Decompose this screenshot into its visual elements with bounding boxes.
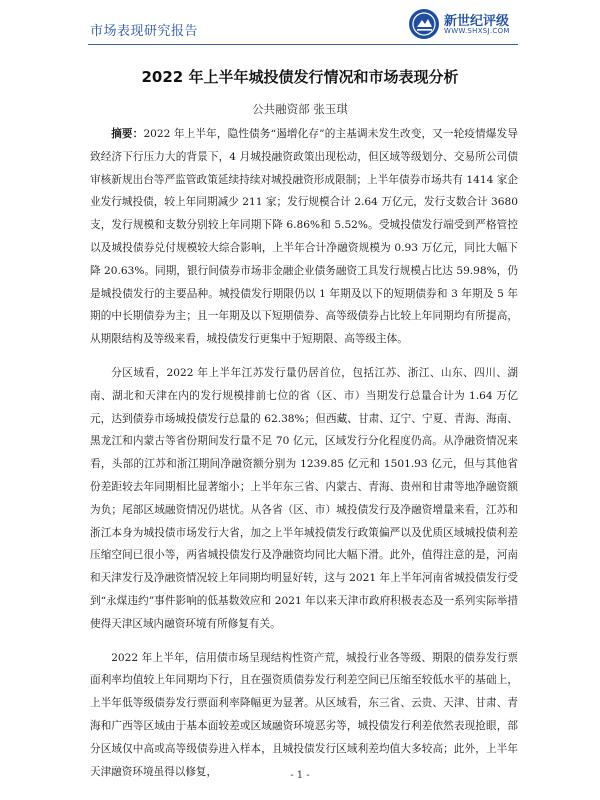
pricing-paragraph: 2022 年上半年，信用债市场呈现结构性资产荒，城投行业各等级、期限的债券发行票面利率均值较上年同期均下行，且在强资质债券发行利差空间已压缩至较低水平的基础上，上半年低等级债券发行票面利率降幅更为显著。从区域看，东三省、云贵、天津、甘肃、青海和广西等区域由于基本面较差或区域融资环境恶劣等，城投债发行利差依然表现抢眼，部分区域仅中高或高等级债券进入样本，且城投债发行区域利差均值大多较高；此外，上半年天津融资环境虽得以修复， <box>90 651 518 778</box>
section-title: 市场表现研究报告 <box>90 24 199 39</box>
document-title: 2022 年上半年城投债发行情况和市场表现分析 <box>141 68 459 86</box>
logo-website: WWW.SHXSJ.COM <box>444 27 510 35</box>
header-divider <box>88 44 518 45</box>
logo-emblem-icon <box>408 8 440 40</box>
abstract-label: 摘要： <box>111 128 144 140</box>
abstract-paragraph <box>90 123 518 351</box>
page-header <box>0 0 600 48</box>
abstract-text: 2022 年上半年，隐性债务“遏增化存”的主基调未发生改变，又一轮疫情爆发导致经济下行压力大的背景下，4 月城投融资政策出现松动，但区域等级划分、交易所公司债审核新规出台等严监管政策延续持续对城投融资形成限制；上半年债券市场共有 1414 家企业发行城投债，较上年同期减少 211 家；发行规模合计 2.64 万亿元，发行支数合计 3680 支，发行规模和支数分别较上年同期下降 6.86%和 5.52%。受城投债发行端受到严格管控以及城投债券兑付规模较大综合影响，上半年合计净融资规模为 0.93 万亿元，同比大幅下降 20.63%。同期，银行间债券市场非金融企业债务融资工具发行规模占比达 59.98%，仍是城投债发行的主要品种。城投债发行期限仍以 1 年期及以下的短期债券和 3 年期及 5 年期的中长期债券为主；且一年期及以下短期债券、高等级债券占比较上年同期均有所提高，从期限结构及等级来看，城投债发行更集中于短期限、高等级主体。 <box>90 128 518 346</box>
regional-paragraph: 分区域看，2022 年上半年江苏发行量仍居首位，包括江苏、浙江、山东、四川、湖南、湖北和天津在内的发行规模排前七位的省（区、市）当期发行总量合计为 1.64 万亿元，达到债券市场城投债发行总量的 62.38%；但西藏、甘肃、辽宁、宁夏、青海、海南、黑龙江和内蒙古等省份期间发行量不足 70 亿元，区域发行分化程度仍高。从净融资情况来看，头部的江苏和浙江期间净融资额分别为 1239.85 亿元和 1501.93 亿元，但与其他省份差距较去年同期相比显著缩小；上半年东三省、内蒙古、青海、贵州和甘肃等地净融资额为负；尾部区域融资情况仍堪忧。从各省（区、市）城投债发行及净融资增量来看，江苏和浙江本身为城投债市场发行大省，加之上半年城投债发行政策偏严以及优质区域城投债利差压缩空间已很小等，两省城投债发行及净融资均同比大幅下滑。此外，值得注意的是，河南和天津发行及净融资情况较上年同期均明显好转，这与 2021 年上半年河南省城投债发行受到“永煤违约”事件影响的低基数效应和 2021 年以来天津市政府积极表态及一系列实际举措使得天津区域内融资环境有所修复有关。 <box>90 366 518 630</box>
logo-name-cn: 新世纪评级 <box>444 14 510 29</box>
author-line: 公共融资部 张玉琪 <box>252 102 348 116</box>
page-number: - 1 - <box>290 770 310 781</box>
brand-logo <box>408 8 518 40</box>
article-body <box>90 123 518 783</box>
